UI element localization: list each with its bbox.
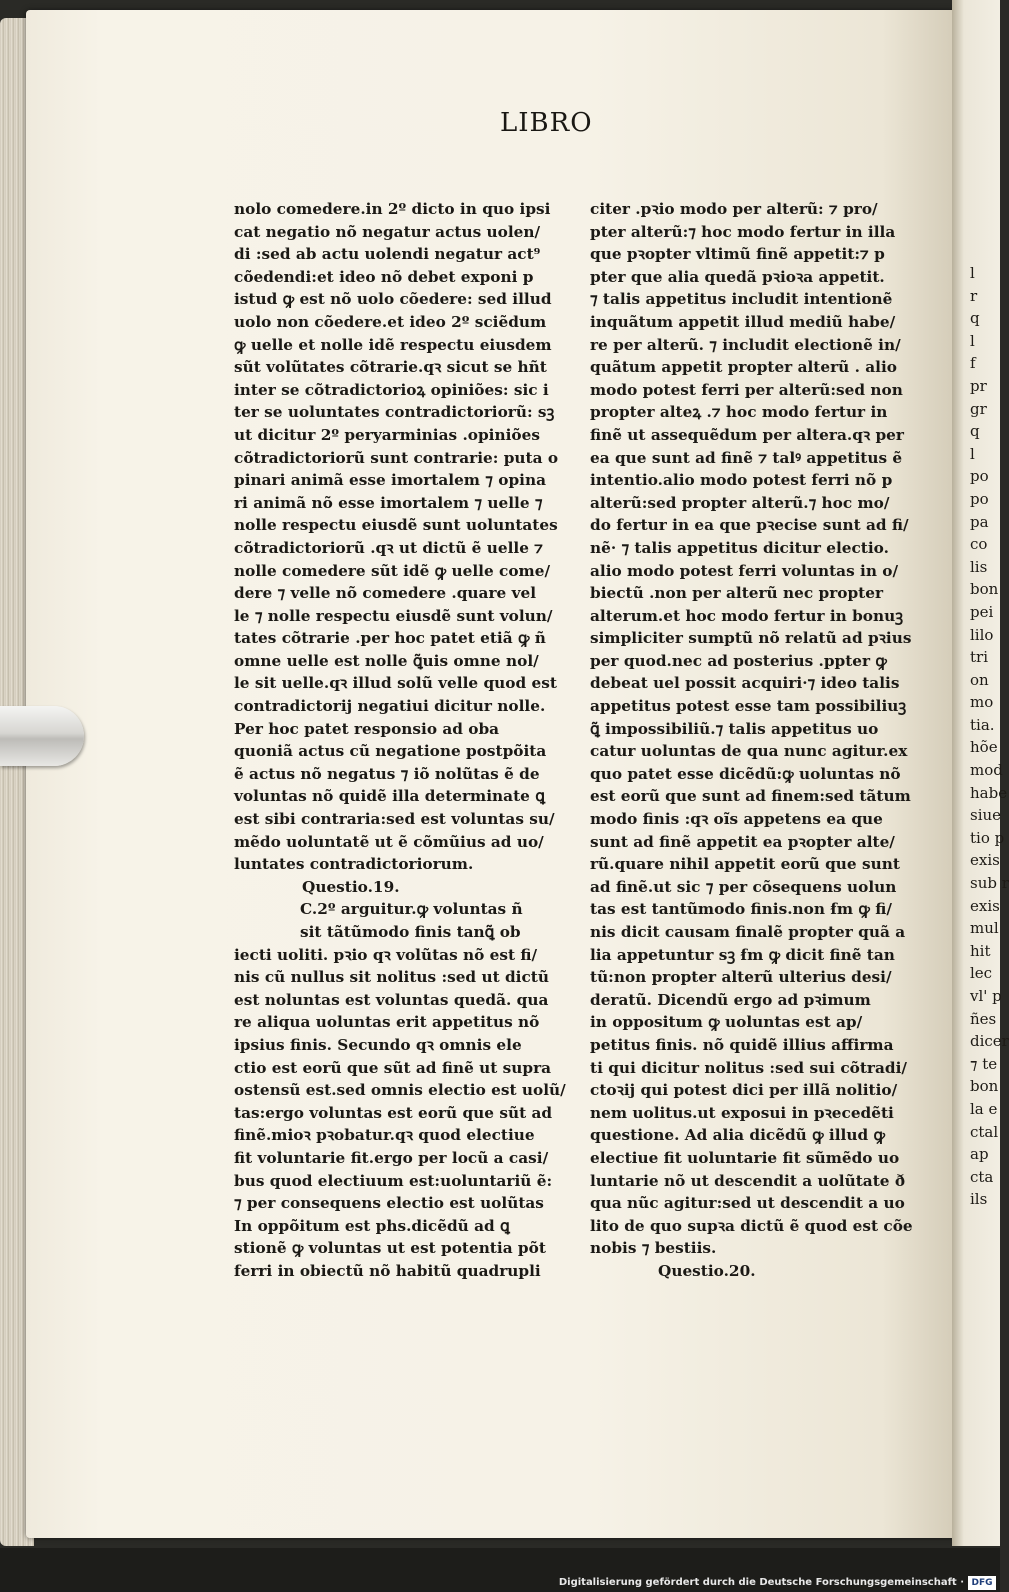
text-line: uolo non cõedere.et ideo 2º sciẽdum (234, 312, 547, 331)
text-line: re aliqua uoluntas erit appetitus nõ (234, 1013, 540, 1032)
text-line: rũ.quare nihil appetit eorũ que sunt (590, 855, 900, 874)
left-paragraph-4 (234, 1215, 546, 1283)
text-line: ꝗ̃ impossibiliũ.⁊ talis appetitus uo (590, 719, 879, 738)
text-line: catur uoluntas de qua nunc agitur.ex (590, 742, 908, 761)
left-column (234, 198, 566, 1283)
text-line: tates cõtrarie .per hoc patet etiã ꝙ ñ (234, 629, 546, 648)
text-line: ti qui dicitur nolitus :sed sui cõtradi/ (590, 1058, 907, 1077)
text-line: simpliciter sumptũ nõ relatũ ad pꝛius (590, 629, 912, 648)
text-line: ferri in obiectũ nõ habitũ quadrupli (234, 1261, 541, 1280)
text-line: omne uelle est nolle ꝗ̃uis omne nol/ (234, 651, 539, 670)
text-line: modo potest ferri per alterũ:sed non (590, 380, 903, 399)
text-line: biectũ .non per alterũ nec propter (590, 584, 884, 603)
text-line: cõtradictoriorũ .qꝛ ut dictũ ẽ uelle ⁊ (234, 538, 544, 557)
text-line: deratũ. Dicendũ ergo ad pꝛimum (590, 990, 871, 1009)
text-line: alio modo potest ferri voluntas in o/ (590, 561, 899, 580)
text-line: modo finis :qꝛ oĩs appetens ea que (590, 810, 883, 829)
text-line: nobis ⁊ bestiis. (590, 1239, 717, 1258)
text-line: que pꝛopter vltimũ finẽ appetit:⁊ p (590, 245, 885, 264)
text-line: ⁊ talis appetitus includit intentionẽ (590, 290, 893, 309)
text-line: sit tãtũmodo finis tanꝗ̃ ob (300, 923, 521, 941)
left-paragraph-2 (234, 718, 555, 876)
text-line: stionẽ ꝙ voluntas ut est potentia põt (234, 1239, 546, 1258)
text-line: cõtradictoriorũ sunt contrarie: puta o (234, 448, 559, 467)
text-line: tas est tantũmodo finis.non ẜm ꝙ fi/ (590, 900, 892, 919)
text-line: lito de quo supꝛa dictũ ẽ quod est cõe (590, 1216, 913, 1235)
text-line: nis dicit causam finalẽ propter quã a (590, 923, 906, 941)
text-line: nolle respectu eiusdẽ sunt uoluntates (234, 516, 558, 535)
questio-19-heading: Questio.19. (302, 877, 400, 896)
text-line: di :sed ab actu uolendi negatur act⁹ (234, 245, 541, 264)
text-line: nolo comedere.in 2º dicto in quo ipsi (234, 200, 551, 218)
text-line: ctio est eorũ que sũt ad finẽ ut supra (234, 1058, 552, 1077)
right-paragraph (590, 198, 913, 1260)
text-line: sũt volũtates cõtrarie.qꝛ sicut se hñt (234, 358, 547, 377)
text-line: nolle comedere sũt idẽ ꝙ uelle come/ (234, 561, 551, 580)
text-line: lia appetuntur sꝫ ẜm ꝙ dicit finẽ tan (590, 945, 895, 964)
text-line: inter se cõtradictorioꝝ opiniões: sic i (234, 380, 549, 399)
text-line: ri animã nõ esse imortalem ⁊ uelle ⁊ (234, 493, 543, 512)
text-line: luntates contradictoriorum. (234, 855, 474, 874)
text-line: intentio.alio modo potest ferri nõ p (590, 471, 893, 490)
text-line: le sit uelle.qꝛ illud solũ velle quod est (234, 674, 557, 693)
text-line: do fertur in ea que pꝛecise sunt ad fi/ (590, 516, 909, 535)
text-line: citer .pꝛio modo per alterũ: ⁊ pro/ (590, 200, 878, 218)
text-line: tũ:non propter alterũ ulterius desi/ (590, 968, 892, 987)
left-paragraph-1 (234, 198, 559, 718)
text-line: in oppositum ꝙ uoluntas est ap/ (590, 1013, 863, 1032)
text-line: alterum.et hoc modo fertur in bonuꝫ (590, 606, 904, 625)
running-head: LIBRO (500, 108, 593, 138)
text-line: finẽ ut assequẽdum per altera.qꝛ per (590, 425, 904, 444)
text-line: quãtum appetit propter alterũ . alio (590, 358, 897, 377)
text-line: dere ⁊ velle nõ comedere .quare vel (234, 584, 537, 603)
text-line: luntarie nõ ut descendit a uolũtate ð (590, 1171, 906, 1190)
text-line: pter alterũ:⁊ hoc modo fertur in illa (590, 222, 896, 241)
text-line: nẽ· ⁊ talis appetitus dicitur electio. (590, 538, 889, 557)
text-line: ad finẽ.ut sic ⁊ per cõsequens uolun (590, 877, 897, 896)
text-line: le ⁊ nolle respectu eiusdẽ sunt volun/ (234, 606, 553, 625)
text-line: quo patet esse dicẽdũ:ꝙ uoluntas nõ (590, 764, 901, 783)
text-line: cõedendi:et ideo nõ debet exponi p (234, 267, 534, 286)
text-line: qua nũc agitur:sed ut descendit a uo (590, 1194, 905, 1213)
text-line: nis cũ nullus sit nolitus :sed ut dictũ (234, 968, 549, 987)
text-line: petitus finis. nõ quidẽ illius affirma (590, 1035, 894, 1054)
text-line: fit voluntarie fit.ergo per locũ a casi/ (234, 1148, 549, 1167)
text-line: ꝙ uelle et nolle idẽ respectu eiusdem (234, 335, 552, 354)
text-line: ipsius finis. Secundo qꝛ omnis ele (234, 1035, 522, 1054)
text-line: appetitus potest esse tam possibiliuꝫ (590, 697, 907, 716)
text-line: iecti uoliti. pꝛio qꝛ volũtas nõ est fi/ (234, 945, 538, 964)
text-line: finẽ.mioꝛ pꝛobatur.qꝛ quod electiue (234, 1126, 535, 1145)
dfg-logo: DFG (968, 1576, 996, 1590)
text-line: nem uolitus.ut exposui in pꝛecedẽti (590, 1103, 894, 1122)
right-column (590, 198, 913, 1283)
text-line: Per hoc patet responsio ad oba (234, 719, 500, 738)
text-line: C.2º arguitur.ꝙ voluntas ñ (300, 900, 523, 919)
text-line: istud ꝙ est nõ uolo cõedere: sed illud (234, 290, 552, 309)
text-line: ctoꝛij qui potest dici per illã nolitio/ (590, 1081, 898, 1100)
text-line: In oppõitum est phs.dicẽdũ ad ꝗ (234, 1216, 510, 1235)
text-line: re per alterũ. ⁊ includit electionẽ in/ (590, 335, 901, 354)
text-line: cat negatio nõ negatur actus uolen/ (234, 222, 541, 241)
text-line: est noluntas est voluntas quedã. qua (234, 990, 549, 1009)
questio-20-heading: Questio.20. (658, 1261, 756, 1280)
text-line: bus quod electiuum est:uoluntariũ ẽ: (234, 1171, 553, 1190)
text-line: tas:ergo voluntas est eorũ que sũt ad (234, 1103, 553, 1122)
next-page-edge-text: l r q l f pr gr q l po po pa co lis bon pei lilo tri on mo tia. hõe mod habe siue tio p exis sub r exis mul hit lec vl' p ñes dicer ⁊ te bon la e ctal ap cta ils (970, 264, 1009, 1209)
text-line: ut dicitur 2º peryarminias .opiniões (234, 425, 540, 444)
text-line: ter se uoluntates contradictoriorũ: sꝫ (234, 403, 555, 422)
page-clip (0, 706, 84, 766)
footer-credit: Digitalisierung gefördert durch die Deutsche Forschungsgemeinschaft · (558, 1577, 964, 1588)
text-line: est sibi contraria:sed est voluntas su/ (234, 810, 555, 829)
text-line: pter que alia quedã pꝛioꝛa appetit. (590, 267, 885, 286)
text-line: propter alteꝝ .⁊ hoc modo fertur in (590, 403, 888, 422)
text-line: ostensũ est.sed omnis electio est uolũ/ (234, 1081, 566, 1100)
text-line: questione. Ad alia dicẽdũ ꝙ illud ꝙ (590, 1126, 885, 1145)
text-line: sunt ad finẽ appetit ea pꝛopter alte/ (590, 832, 895, 851)
text-line: ⁊ per consequens electio est uolũtas (234, 1194, 544, 1213)
text-line: electiue fit uoluntarie fit sũmẽdo uo (590, 1148, 900, 1167)
text-line: alterũ:sed propter alterũ.⁊ hoc mo/ (590, 493, 890, 512)
text-line: quoniã actus cũ negatione postpõita (234, 742, 547, 761)
text-line: debeat uel possit acquiri·⁊ ideo talis (590, 674, 900, 693)
left-paragraph-3 (234, 898, 566, 1214)
text-line: voluntas nõ quidẽ illa determinate ꝗ (234, 787, 545, 806)
text-line: pinari animã esse imortalem ⁊ opina (234, 471, 546, 490)
next-page-edge (952, 0, 1009, 1546)
text-line: per quod.nec ad posterius .ppter ꝙ (590, 651, 887, 670)
footer-bar (0, 1548, 1000, 1592)
text-line: ẽ actus nõ negatus ⁊ iõ nolũtas ẽ de (234, 764, 540, 783)
text-line: mẽdo uoluntatẽ ut ẽ cõmũius ad uo/ (234, 832, 544, 851)
text-line: contradictorij negatiui dicitur nolle. (234, 697, 546, 716)
text-line: est eorũ que sunt ad finem:sed tãtum (590, 787, 911, 806)
text-line: ea que sunt ad finẽ ⁊ talꝰ appetitus ẽ (590, 448, 903, 467)
text-line: inquãtum appetit illud mediũ habe/ (590, 312, 896, 331)
